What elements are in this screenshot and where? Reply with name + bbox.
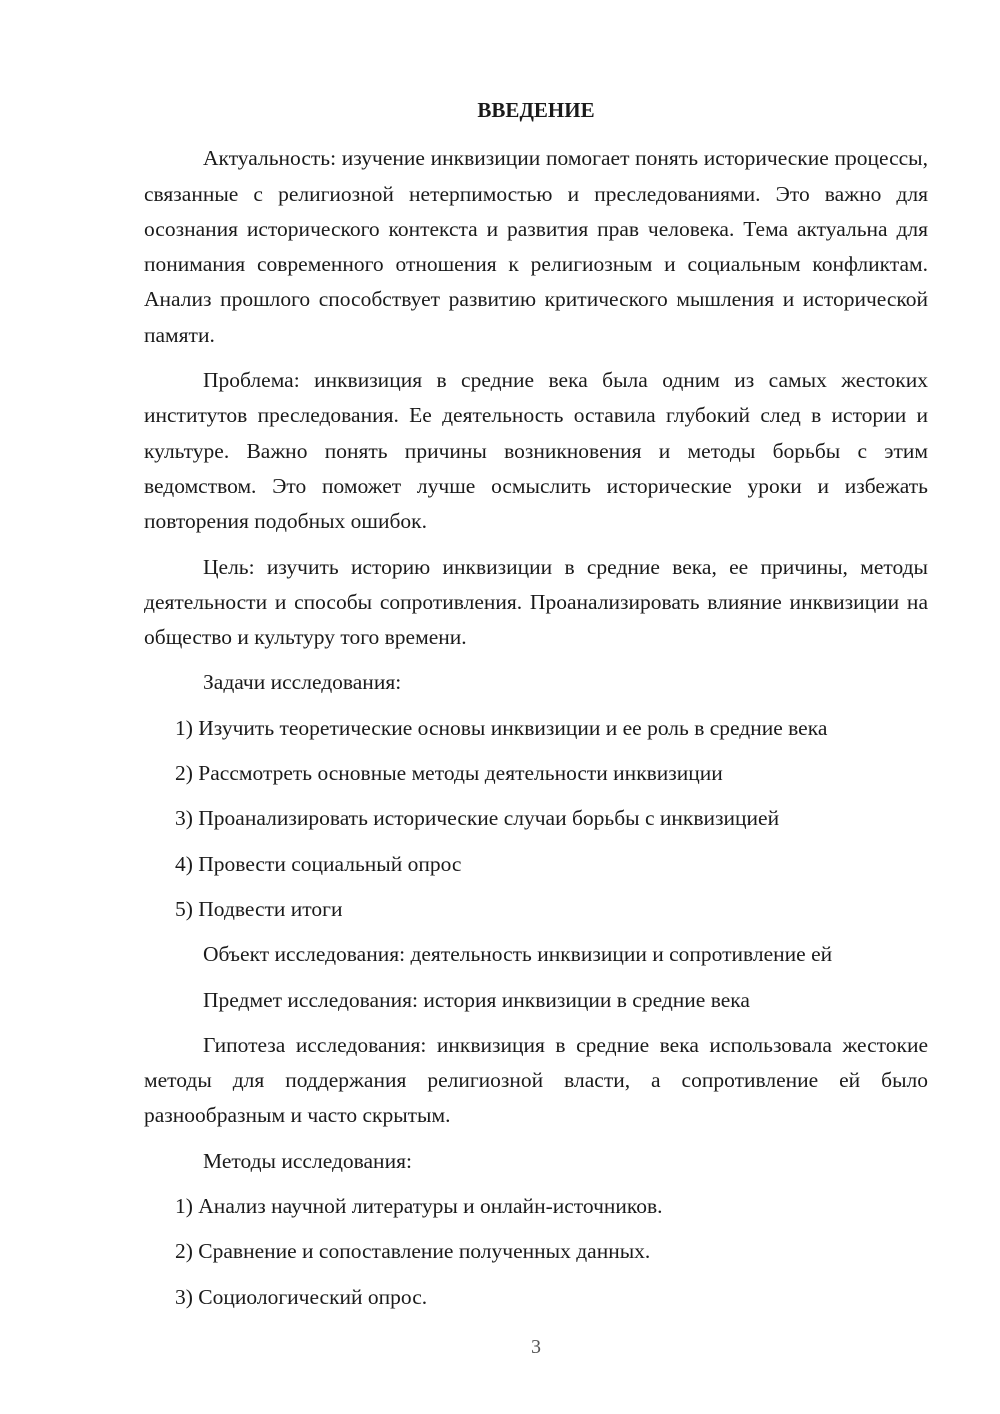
goal-paragraph: Цель: изучить историю инквизиции в средние века, ее причины, методы деятельности и способы сопротивления. Проанализировать влияние инквизиции на общество и культуру того времени. [144,554,928,650]
task-item: 5) Подвести итоги [175,896,343,921]
hypothesis-paragraph: Гипотеза исследования: инквизиция в средние века использовала жестокие методы для поддержания религиозной власти, а сопротивление ей было разнообразным и часто скрытым. [144,1032,928,1128]
task-item: 1) Изучить теоретические основы инквизиции и ее роль в средние века [175,715,828,740]
research-subject: Предмет исследования: история инквизиции в средние века [203,987,750,1012]
document-body [144,93,928,1325]
task-item: 3) Проанализировать исторические случаи борьбы с инквизицией [175,806,780,831]
research-object: Объект исследования: деятельность инквизиции и сопротивление ей [203,942,833,967]
problem-paragraph: Проблема: инквизиция в средние века была одним из самых жестоких институтов преследования. Ее деятельность оставила глубокий след в истории и культуре. Важно понять причины возникновения и методы борьбы с этим ведомством. Это поможет лучше осмыслить исторические уроки и избежать повторения подобных ошибок. [144,368,928,534]
tasks-heading: Задачи исследования: [203,670,402,695]
method-item: 1) Анализ научной литературы и онлайн-источников. [175,1194,663,1219]
page-number: 3 [531,1336,541,1358]
task-item: 4) Провести социальный опрос [175,851,462,876]
page-title: ВВЕДЕНИЕ [477,98,595,122]
task-item: 2) Рассмотреть основные методы деятельности инквизиции [175,761,723,786]
methods-heading: Методы исследования: [203,1148,412,1173]
method-item: 3) Социологический опрос. [175,1284,428,1309]
relevance-paragraph: Актуальность: изучение инквизиции помогает понять исторические процессы, связанные с религиозной нетерпимостью и преследованиями. Это важно для осознания исторического контекста и развития прав человека. Тема актуальна для понимания современного отношения к религиозным и социальным конфликтам. Анализ прошлого способствует развитию критического мышления и исторической памяти. [144,146,928,347]
method-item: 2) Сравнение и сопоставление полученных данных. [175,1239,651,1264]
